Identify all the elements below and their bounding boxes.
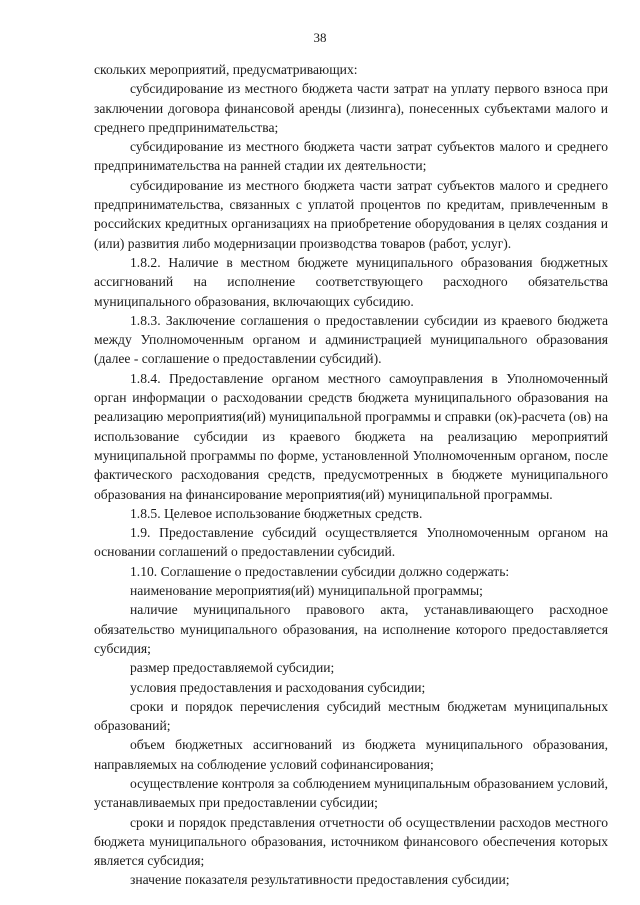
paragraph: условия предоставления и расходования субсидии; bbox=[130, 679, 426, 695]
document-body bbox=[94, 60, 608, 890]
paragraph: 1.8.3. Заключение соглашения о предоставлении субсидии из краевого бюджета между Уполномоченным органом и администрацией муниципального образования (далее - соглашение о предоставлении субсидий). bbox=[94, 312, 608, 367]
paragraph: осуществление контроля за соблюдением муниципальным образованием условий, устанавливаемых при предоставлении субсидии; bbox=[94, 775, 608, 811]
paragraph: сроки и порядок перечисления субсидий местным бюджетам муниципальных образований; bbox=[94, 698, 608, 734]
paragraph: 1.10. Соглашение о предоставлении субсидии должно содержать: bbox=[130, 563, 510, 579]
paragraph: субсидирование из местного бюджета части затрат на уплату первого взноса при заключении договора финансовой аренды (лизинга), понесенных субъектами малого и среднего предпринимательства; bbox=[94, 81, 608, 135]
paragraph: субсидирование из местного бюджета части затрат субъектов малого и среднего предпринимательства на ранней стадии их деятельности; bbox=[94, 139, 608, 174]
paragraph: наименование мероприятия(ий) муниципальной программы; bbox=[130, 583, 483, 599]
paragraph: 1.8.4. Предоставление органом местного самоуправления в Уполномоченный орган информации о расходовании средств бюджета муниципального образования на реализацию мероприятия(ий) муниципальной программы и справки (ок)-расчета (ов) на использование субсидии из краевого бюджета на реализацию мероприятий муниципальной программы по форме, установленной Уполномоченным органом, после фактического расходования средств, предусмотренных в бюджете муниципального образования на финансирование мероприятия(ий) муниципальной программы. bbox=[94, 370, 608, 502]
paragraph: 1.8.5. Целевое использование бюджетных средств. bbox=[130, 505, 423, 521]
paragraph: 1.8.2. Наличие в местном бюджете муниципального образования бюджетных ассигнований на исполнение соответствующего расходного обязательства муниципального образования, включающих субсидию. bbox=[94, 254, 608, 309]
paragraph: субсидирование из местного бюджета части затрат субъектов малого и среднего предпринимательства, связанных с уплатой процентов по кредитам, привлеченным в российских кредитных организациях на приобретение оборудования в целях создания и (или) развития либо модернизации производства товаров (работ, услуг). bbox=[94, 177, 608, 251]
paragraph: наличие муниципального правового акта, устанавливающего расходное обязательство муниципального образования, на исполнение которого предоставляется субсидия; bbox=[94, 602, 608, 656]
paragraph: размер предоставляемой субсидии; bbox=[130, 660, 335, 676]
paragraph: сроки и порядок представления отчетности об осуществлении расходов местного бюджета муниципального образования, источником финансового обеспечения которых является субсидия; bbox=[94, 814, 608, 869]
paragraph: значение показателя результативности предоставления субсидии; bbox=[130, 872, 510, 888]
paragraph: скольких мероприятий, предусматривающих: bbox=[94, 62, 358, 77]
page-number: 38 bbox=[313, 30, 327, 45]
paragraph: 1.9. Предоставление субсидий осуществляется Уполномоченным органом на основании соглашений о предоставлении субсидий. bbox=[94, 525, 608, 560]
paragraph: объем бюджетных ассигнований из бюджета муниципального образования, направляемых на соблюдение условий софинансирования; bbox=[94, 737, 608, 772]
